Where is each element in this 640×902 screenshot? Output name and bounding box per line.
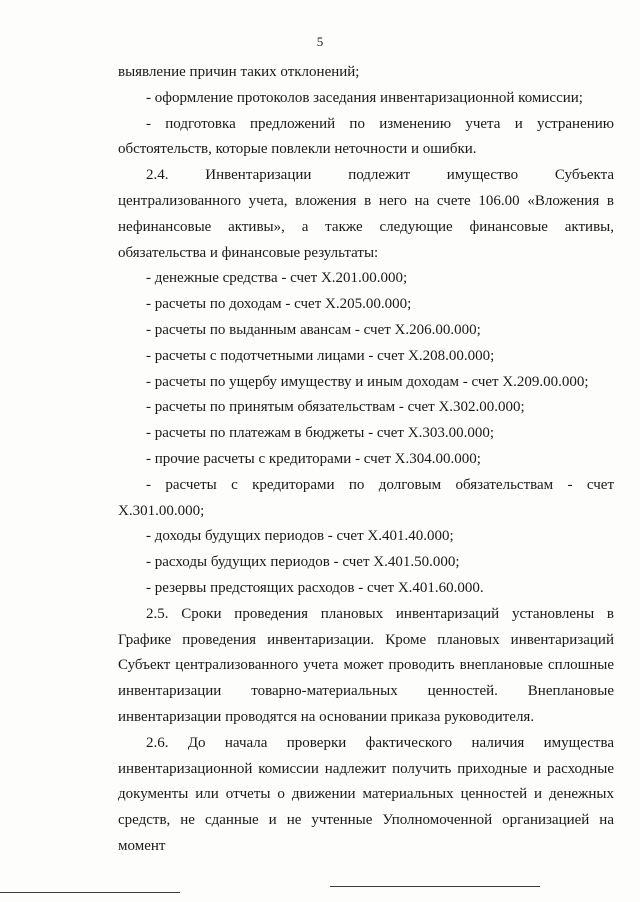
text-line: инвентаризации проводятся на основании приказа руководителя. xyxy=(118,708,535,725)
list-item: - расчеты с кредиторами по долговым обязательствам - счет xyxy=(146,476,614,493)
list-item: - оформление протоколов заседания инвентаризационной комиссии; xyxy=(146,89,583,106)
text-line: нефинансовые активы», а также следующие финансовые активы, xyxy=(118,218,614,235)
text-line: Х.301.00.000; xyxy=(118,502,205,519)
list-item: - расходы будущих периодов - счет Х.401.50.000; xyxy=(146,554,460,571)
section-heading-line: 2.6. До начала проверки фактического наличия имущества xyxy=(146,734,614,751)
list-item: - прочие расчеты с кредиторами - счет Х.304.00.000; xyxy=(146,450,481,467)
section-heading-line: 2.5. Сроки проведения плановых инвентаризаций установлены в xyxy=(146,605,614,622)
list-item: - подготовка предложений по изменению учета и устранению xyxy=(146,115,614,132)
list-item: - расчеты с подотчетными лицами - счет Х.208.00.000; xyxy=(146,347,495,364)
text-line: выявление причин таких отклонений; xyxy=(118,64,360,80)
list-item: - расчеты по доходам - счет Х.205.00.000; xyxy=(146,296,412,313)
list-item: - доходы будущих периодов - счет Х.401.40.000; xyxy=(146,528,454,545)
text-line: инвентаризационной комиссии надлежит получить приходные и расходные xyxy=(118,760,614,777)
text-line: обязательства и финансовые результаты: xyxy=(118,244,379,261)
list-item: - денежные средства - счет Х.201.00.000; xyxy=(146,270,408,287)
list-item: - расчеты по выданным авансам - счет Х.206.00.000; xyxy=(146,321,481,338)
text-line: обстоятельств, которые повлекли неточности и ошибки. xyxy=(118,141,477,158)
page-number: 5 xyxy=(316,34,324,49)
text-line: централизованного учета, вложения в него на счете 106.00 «Вложения в xyxy=(118,192,614,209)
text-line: инвентаризации товарно-материальных ценностей. Внеплановые xyxy=(118,683,614,700)
text-line: Субъект централизованного учета может проводить внеплановые сплошные xyxy=(118,657,614,674)
list-item: - расчеты по ущербу имуществу и иным доходам - счет Х.209.00.000; xyxy=(146,373,589,390)
scan-artifact-line xyxy=(0,892,180,893)
section-heading-line: 2.4. Инвентаризации подлежит имущество Субъекта xyxy=(146,167,614,184)
list-item: - резервы предстоящих расходов - счет Х.401.60.000. xyxy=(146,579,484,596)
list-item: - расчеты по принятым обязательствам - счет Х.302.00.000; xyxy=(146,399,525,416)
text-line: документы или отчеты о движении материальных ценностей и денежных xyxy=(118,786,614,803)
text-line: средств, не сданные и не учтенные Уполномоченной организацией на момент xyxy=(118,812,614,854)
list-item: - расчеты по платежам в бюджеты - счет Х.303.00.000; xyxy=(146,425,494,442)
scan-artifact-line xyxy=(330,886,540,887)
document-body xyxy=(118,60,614,860)
text-line: Графике проведения инвентаризации. Кроме плановых инвентаризаций xyxy=(118,631,614,648)
